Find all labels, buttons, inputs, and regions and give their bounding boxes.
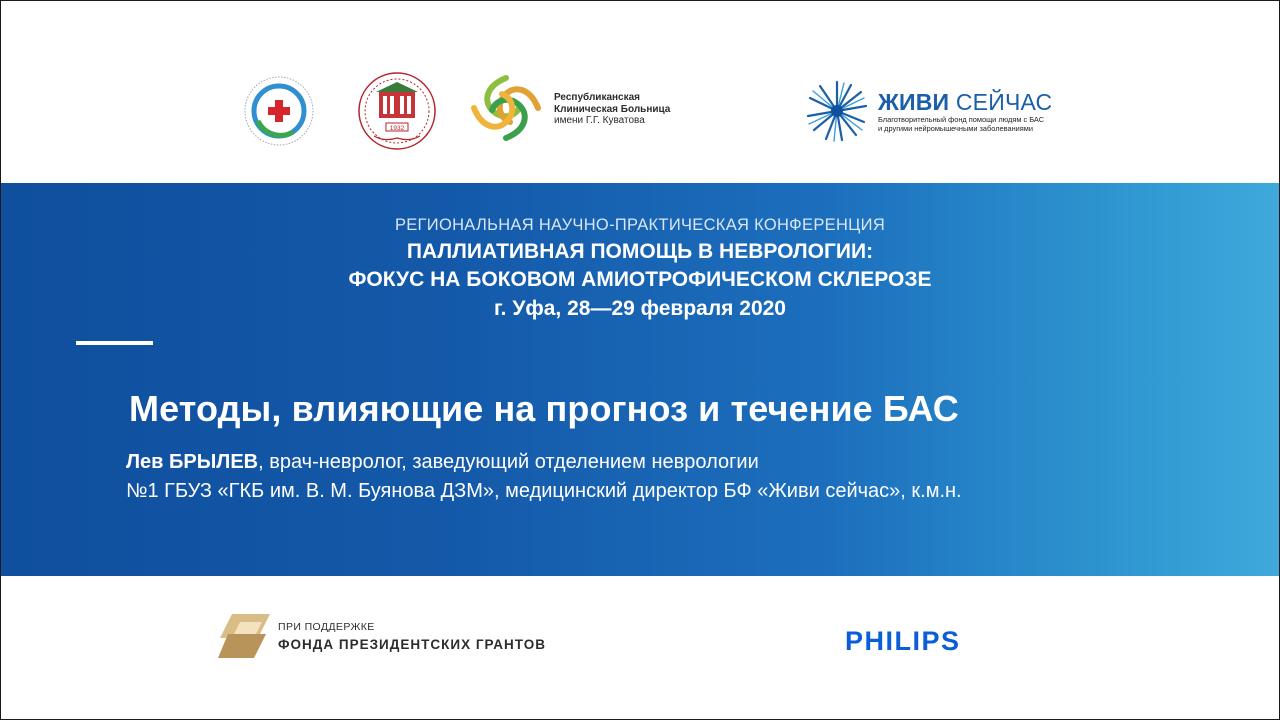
conference-banner (0, 183, 1280, 576)
top-logo-strip (0, 0, 1280, 183)
conference-title (0, 238, 1280, 294)
zhivi-subtitle (878, 115, 1044, 133)
zhivi-title-light: СЕЙЧАС (949, 89, 1053, 115)
rkb-emblem-icon (468, 72, 544, 144)
grants-line2: ФОНДА ПРЕЗИДЕНТСКИХ ГРАНТОВ (278, 637, 546, 652)
grants-text (278, 621, 546, 652)
divider-line (76, 341, 153, 345)
zhivi-sub-line2: и другими нейромышечными заболеваниями (878, 124, 1034, 133)
university-year: 1932 (389, 125, 405, 132)
ministry-health-logo (238, 74, 320, 148)
medical-university-logo (356, 70, 438, 152)
speaker-name: Лев БРЫЛЕВ (126, 451, 259, 473)
talk-title: Методы, влияющие на прогноз и течение БАС (129, 388, 959, 429)
starburst-icon (806, 80, 868, 142)
grants-line1: ПРИ ПОДДЕРЖКЕ (278, 621, 375, 633)
zhivi-title-bold: ЖИВИ (878, 89, 950, 115)
speaker-line1 (126, 448, 962, 477)
philips-logo: PHILIPS (845, 626, 961, 656)
rkb-line1: Республиканская (554, 92, 641, 103)
zhivi-title (878, 89, 1052, 116)
conference-place-date: г. Уфа, 28—29 февраля 2020 (494, 297, 786, 320)
rkb-line2: Клиническая Больница (554, 103, 671, 115)
conference-title-line2: ФОКУС НА БОКОВОМ АМИОТРОФИЧЕСКОМ СКЛЕРОЗЕ (348, 268, 932, 291)
speaker-role-line1: , врач-невролог, заведующий отделением неврологии (258, 451, 759, 473)
zhivi-sub-line1: Благотворительный фонд помощи людям с БАС (878, 115, 1045, 124)
speaker-role-line2: №1 ГБУЗ «ГКБ им. В. М. Буянова ДЗМ», медицинский директор БФ «Живи сейчас», к.м.н. (126, 480, 962, 502)
presidential-grants-logo (218, 612, 578, 666)
zhivi-seichas-logo (806, 80, 1076, 142)
conference-label: РЕГИОНАЛЬНАЯ НАУЧНО-ПРАКТИЧЕСКАЯ КОНФЕРЕНЦИЯ (394, 216, 886, 234)
speaker-info (126, 448, 962, 506)
rkb-line3: имени Г.Г. Куватова (554, 115, 645, 126)
grants-emblem-icon (218, 612, 272, 660)
rkb-name (554, 92, 670, 127)
rkb-kuvatov-logo (468, 72, 678, 144)
conference-title-line1: ПАЛЛИАТИВНАЯ ПОМОЩЬ В НЕВРОЛОГИИ: (406, 240, 874, 263)
